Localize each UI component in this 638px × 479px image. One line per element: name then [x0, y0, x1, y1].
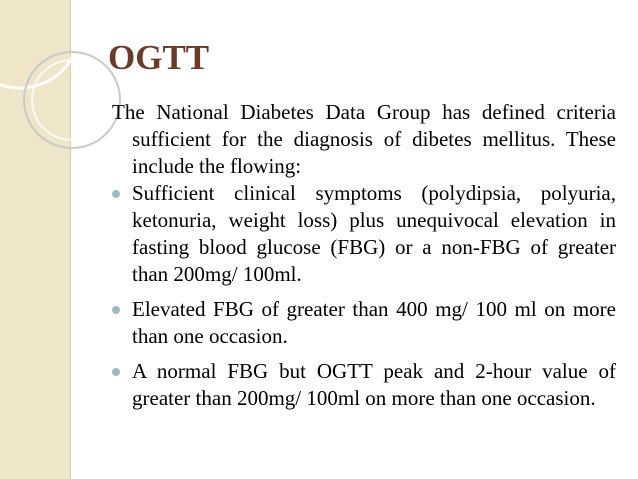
- decorative-circle-outline: [24, 52, 120, 148]
- bullet-dot-icon: [112, 368, 120, 376]
- list-item: [112, 180, 616, 288]
- list-item-text: Sufficient clinical symptoms (polydipsia, polyuria, ketonuria, weight loss) plus unequivocal elevation in fasting blood glucose (FBG) or a non-FBG of greater than 200mg/ 100ml.: [132, 181, 616, 286]
- list-item: [112, 358, 616, 412]
- intro-paragraph: The National Diabetes Data Group has defined criteria sufficient for the diagnosis of dibetes mellitus. These include the flowing:: [112, 100, 616, 178]
- bullet-dot-icon: [112, 306, 120, 314]
- slide-title: OGTT: [108, 38, 210, 77]
- bullet-dot-icon: [112, 190, 120, 198]
- decorative-circle-inner: [32, 60, 112, 140]
- list-item-text: Elevated FBG of greater than 400 mg/ 100 ml on more than one occasion.: [132, 297, 616, 348]
- list-item-text: A normal FBG but OGTT peak and 2-hour value of greater than 200mg/ 100ml on more than one occasion.: [132, 359, 616, 410]
- criteria-list: [112, 180, 616, 412]
- list-item: [112, 296, 616, 350]
- slide-body: [112, 99, 616, 412]
